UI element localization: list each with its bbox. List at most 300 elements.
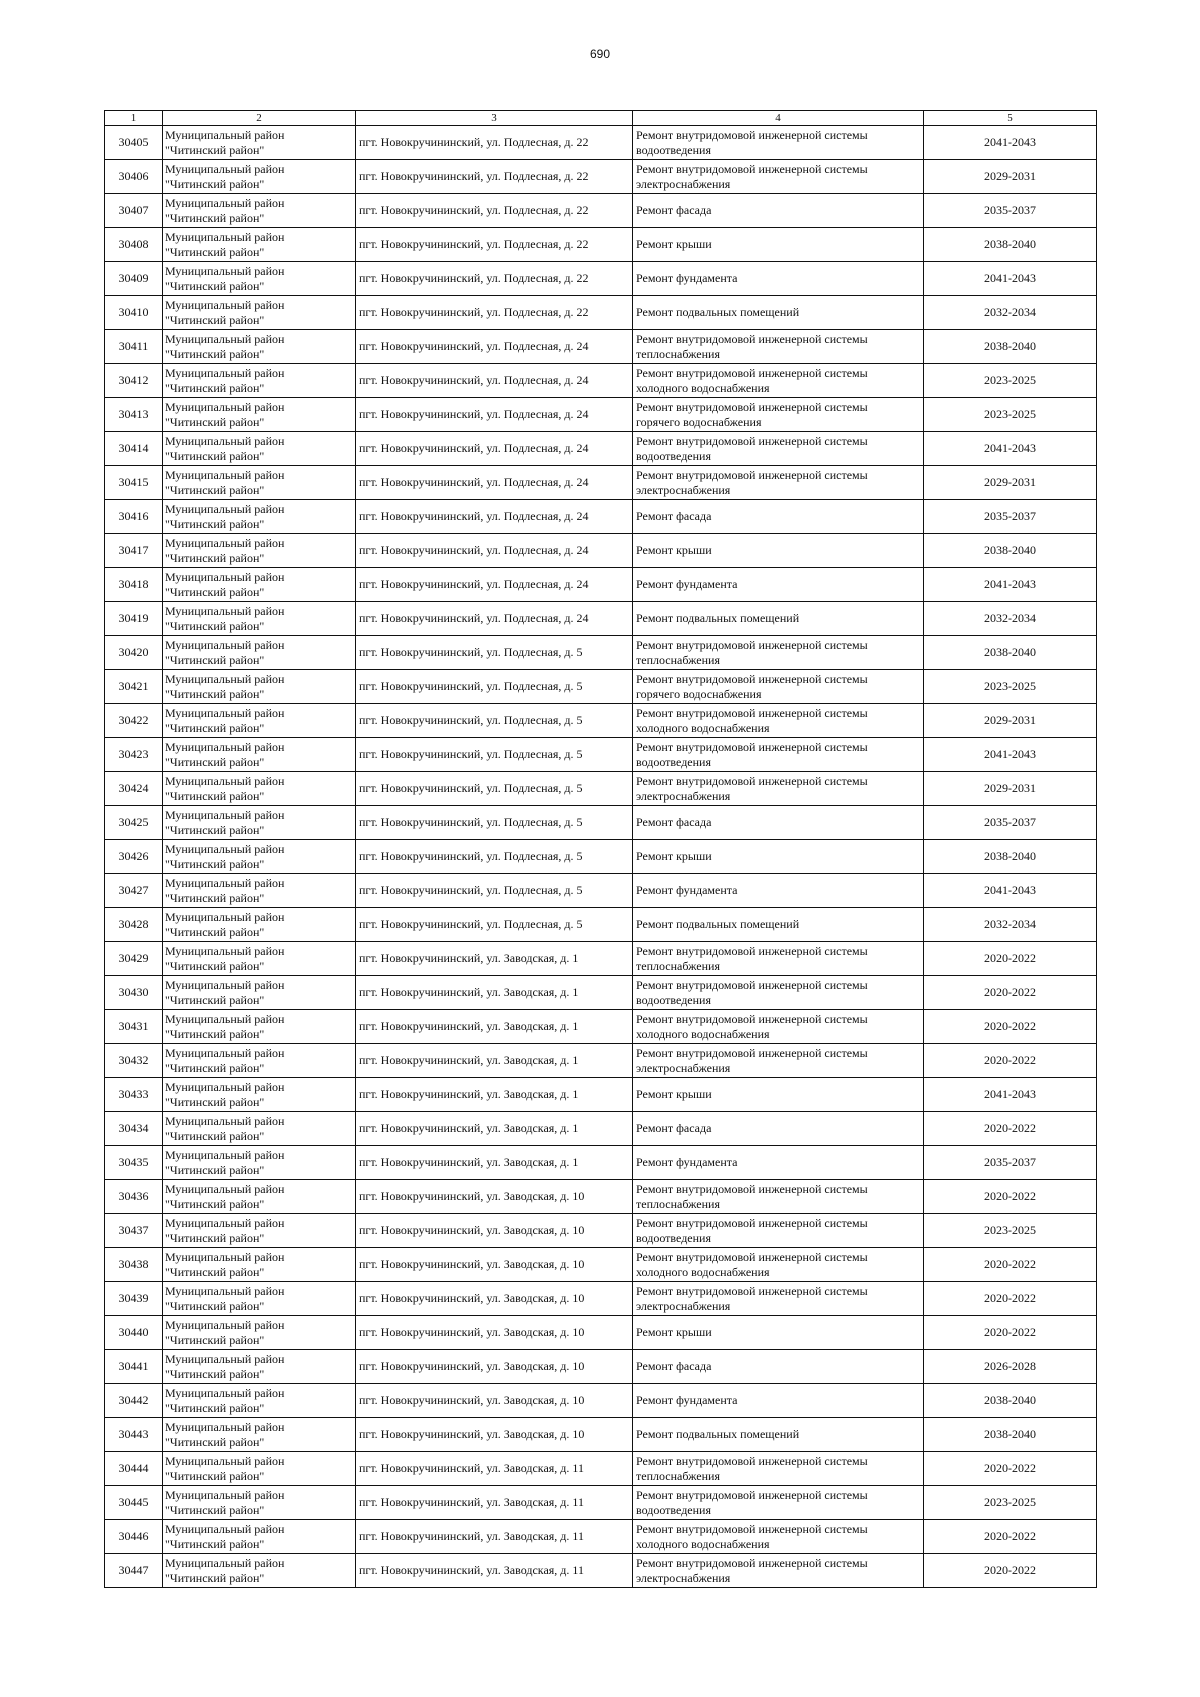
row-number-cell: 30406 <box>105 160 163 194</box>
district-line: Муниципальный район <box>165 603 285 618</box>
period-cell: 2038-2040 <box>924 1384 1097 1418</box>
work-type-line: Ремонт внутридомовой инженерной системы <box>636 161 868 176</box>
work-type-cell <box>633 1418 924 1452</box>
district-line: Муниципальный район <box>165 1147 285 1162</box>
work-type-line: Ремонт внутридомовой инженерной системы <box>636 637 868 652</box>
district-line: Муниципальный район <box>165 705 285 720</box>
row-number-cell: 30423 <box>105 738 163 772</box>
page-number: 690 <box>589 47 611 61</box>
district-line: Муниципальный район <box>165 1181 285 1196</box>
district-line: "Читинский район" <box>165 1230 265 1245</box>
work-type-cell <box>633 1146 924 1180</box>
address-cell: пгт. Новокручининский, ул. Заводская, д. 10 <box>356 1282 633 1316</box>
district-line: "Читинский район" <box>165 1502 265 1517</box>
district-line: Муниципальный район <box>165 1453 285 1468</box>
address-cell: пгт. Новокручининский, ул. Заводская, д. 11 <box>356 1554 633 1588</box>
period-cell: 2023-2025 <box>924 364 1097 398</box>
district-line: "Читинский район" <box>165 1366 265 1381</box>
address-cell: пгт. Новокручининский, ул. Заводская, д. 1 <box>356 1078 633 1112</box>
work-type-cell <box>633 704 924 738</box>
period-cell: 2029-2031 <box>924 160 1097 194</box>
address-cell: пгт. Новокручининский, ул. Заводская, д. 10 <box>356 1180 633 1214</box>
district-line: "Читинский район" <box>165 1196 265 1211</box>
district-line: Муниципальный район <box>165 1351 285 1366</box>
work-type-cell <box>633 1486 924 1520</box>
row-number-cell: 30418 <box>105 568 163 602</box>
work-type-cell <box>633 738 924 772</box>
table-row <box>105 1452 1097 1486</box>
district-line: "Читинский район" <box>165 686 265 701</box>
work-type-cell <box>633 296 924 330</box>
district-cell <box>163 126 356 160</box>
address-cell: пгт. Новокручининский, ул. Подлесная, д. 22 <box>356 126 633 160</box>
district-line: "Читинский район" <box>165 890 265 905</box>
period-cell: 2020-2022 <box>924 1316 1097 1350</box>
district-cell <box>163 1452 356 1486</box>
district-line: Муниципальный район <box>165 1385 285 1400</box>
district-line: Муниципальный район <box>165 637 285 652</box>
period-cell: 2020-2022 <box>924 1248 1097 1282</box>
work-type-cell <box>633 1520 924 1554</box>
district-cell <box>163 738 356 772</box>
row-number-cell: 30412 <box>105 364 163 398</box>
address-cell: пгт. Новокручининский, ул. Подлесная, д. 24 <box>356 466 633 500</box>
address-cell: пгт. Новокручининский, ул. Подлесная, д. 5 <box>356 738 633 772</box>
period-cell: 2038-2040 <box>924 636 1097 670</box>
district-line: "Читинский район" <box>165 380 265 395</box>
work-type-line: Ремонт подвальных помещений <box>636 917 800 931</box>
work-type-line: водоотведения <box>636 142 711 157</box>
address-cell: пгт. Новокручининский, ул. Подлесная, д. 5 <box>356 636 633 670</box>
work-type-line: Ремонт фундамента <box>636 577 738 591</box>
header-row <box>105 111 1097 126</box>
district-line: Муниципальный район <box>165 1113 285 1128</box>
work-type-line: холодного водоснабжения <box>636 1264 770 1279</box>
row-number-cell: 30424 <box>105 772 163 806</box>
table-row <box>105 1112 1097 1146</box>
district-line: "Читинский район" <box>165 176 265 191</box>
work-type-cell <box>633 160 924 194</box>
row-number-cell: 30415 <box>105 466 163 500</box>
row-number-cell: 30407 <box>105 194 163 228</box>
table-row <box>105 160 1097 194</box>
district-cell <box>163 1112 356 1146</box>
work-type-line: Ремонт внутридомовой инженерной системы <box>636 1283 868 1298</box>
work-type-cell <box>633 466 924 500</box>
work-type-line: электроснабжения <box>636 1570 731 1585</box>
work-type-line: Ремонт фундамента <box>636 1155 738 1169</box>
district-cell <box>163 1384 356 1418</box>
address-cell: пгт. Новокручининский, ул. Подлесная, д. 5 <box>356 840 633 874</box>
period-cell: 2038-2040 <box>924 330 1097 364</box>
work-type-cell <box>633 1452 924 1486</box>
work-type-line: горячего водоснабжения <box>636 414 762 429</box>
row-number-cell: 30409 <box>105 262 163 296</box>
district-line: Муниципальный район <box>165 1487 285 1502</box>
work-type-cell <box>633 1078 924 1112</box>
row-number-cell: 30411 <box>105 330 163 364</box>
district-cell <box>163 1044 356 1078</box>
table-row <box>105 874 1097 908</box>
period-cell: 2035-2037 <box>924 806 1097 840</box>
work-type-cell <box>633 1214 924 1248</box>
work-type-cell <box>633 1384 924 1418</box>
district-line: "Читинский район" <box>165 958 265 973</box>
district-line: "Читинский район" <box>165 652 265 667</box>
work-type-line: Ремонт подвальных помещений <box>636 1427 800 1441</box>
address-cell: пгт. Новокручининский, ул. Подлесная, д. 24 <box>356 534 633 568</box>
district-cell <box>163 636 356 670</box>
district-line: Муниципальный район <box>165 161 285 176</box>
work-type-line: теплоснабжения <box>636 958 720 973</box>
work-type-line: Ремонт внутридомовой инженерной системы <box>636 1487 868 1502</box>
table-row <box>105 296 1097 330</box>
work-type-line: Ремонт крыши <box>636 543 712 557</box>
work-type-line: Ремонт подвальных помещений <box>636 611 800 625</box>
district-cell <box>163 534 356 568</box>
district-cell <box>163 1282 356 1316</box>
district-line: "Читинский район" <box>165 448 265 463</box>
period-cell: 2020-2022 <box>924 1554 1097 1588</box>
row-number-cell: 30430 <box>105 976 163 1010</box>
district-cell <box>163 942 356 976</box>
district-cell <box>163 806 356 840</box>
district-cell <box>163 1554 356 1588</box>
table-row <box>105 1214 1097 1248</box>
district-cell <box>163 500 356 534</box>
period-cell: 2032-2034 <box>924 908 1097 942</box>
work-type-line: Ремонт внутридомовой инженерной системы <box>636 331 868 346</box>
work-type-line: Ремонт внутридомовой инженерной системы <box>636 739 868 754</box>
period-cell: 2035-2037 <box>924 1146 1097 1180</box>
district-cell <box>163 602 356 636</box>
district-line: "Читинский район" <box>165 1264 265 1279</box>
district-line: "Читинский район" <box>165 482 265 497</box>
table-row <box>105 942 1097 976</box>
period-cell: 2020-2022 <box>924 1112 1097 1146</box>
work-type-line: Ремонт внутридомовой инженерной системы <box>636 1181 868 1196</box>
address-cell: пгт. Новокручининский, ул. Подлесная, д. 22 <box>356 194 633 228</box>
district-line: Муниципальный район <box>165 399 285 414</box>
work-type-line: Ремонт внутридомовой инженерной системы <box>636 1249 868 1264</box>
table-row <box>105 466 1097 500</box>
row-number-cell: 30425 <box>105 806 163 840</box>
address-cell: пгт. Новокручининский, ул. Подлесная, д. 24 <box>356 364 633 398</box>
address-cell: пгт. Новокручининский, ул. Заводская, д. 1 <box>356 1112 633 1146</box>
district-line: Муниципальный район <box>165 1317 285 1332</box>
address-cell: пгт. Новокручининский, ул. Подлесная, д. 5 <box>356 806 633 840</box>
row-number-cell: 30444 <box>105 1452 163 1486</box>
work-type-line: Ремонт фасада <box>636 1121 712 1135</box>
district-line: "Читинский район" <box>165 1162 265 1177</box>
header-cell: 4 <box>633 111 924 126</box>
district-line: "Читинский район" <box>165 1332 265 1347</box>
district-cell <box>163 840 356 874</box>
header-cell: 1 <box>105 111 163 126</box>
table-row <box>105 1384 1097 1418</box>
capital-repair-table <box>104 110 1097 1588</box>
district-line: Муниципальный район <box>165 1555 285 1570</box>
district-cell <box>163 908 356 942</box>
district-cell <box>163 1520 356 1554</box>
district-line: "Читинский район" <box>165 618 265 633</box>
district-line: Муниципальный район <box>165 365 285 380</box>
period-cell: 2041-2043 <box>924 432 1097 466</box>
period-cell: 2020-2022 <box>924 1282 1097 1316</box>
address-cell: пгт. Новокручининский, ул. Подлесная, д. 22 <box>356 228 633 262</box>
district-cell <box>163 1010 356 1044</box>
row-number-cell: 30417 <box>105 534 163 568</box>
table-row <box>105 636 1097 670</box>
work-type-cell <box>633 636 924 670</box>
table-row <box>105 194 1097 228</box>
district-line: "Читинский район" <box>165 1298 265 1313</box>
work-type-line: электроснабжения <box>636 788 731 803</box>
district-line: "Читинский район" <box>165 1400 265 1415</box>
district-cell <box>163 704 356 738</box>
work-type-line: Ремонт фундамента <box>636 883 738 897</box>
table-row <box>105 1316 1097 1350</box>
work-type-cell <box>633 534 924 568</box>
work-type-cell <box>633 942 924 976</box>
work-type-line: холодного водоснабжения <box>636 380 770 395</box>
district-cell <box>163 432 356 466</box>
district-cell <box>163 1180 356 1214</box>
district-cell <box>163 772 356 806</box>
table-row <box>105 908 1097 942</box>
address-cell: пгт. Новокручининский, ул. Подлесная, д. 22 <box>356 262 633 296</box>
table-row <box>105 1554 1097 1588</box>
period-cell: 2041-2043 <box>924 568 1097 602</box>
work-type-line: Ремонт внутридомовой инженерной системы <box>636 127 868 142</box>
work-type-line: Ремонт внутридомовой инженерной системы <box>636 1453 868 1468</box>
row-number-cell: 30431 <box>105 1010 163 1044</box>
table-row <box>105 398 1097 432</box>
work-type-line: Ремонт крыши <box>636 1087 712 1101</box>
district-line: "Читинский район" <box>165 822 265 837</box>
period-cell: 2020-2022 <box>924 1520 1097 1554</box>
work-type-line: Ремонт фасада <box>636 1359 712 1373</box>
address-cell: пгт. Новокручининский, ул. Подлесная, д. 22 <box>356 296 633 330</box>
table-row <box>105 1248 1097 1282</box>
district-line: "Читинский район" <box>165 992 265 1007</box>
address-cell: пгт. Новокручининский, ул. Заводская, д. 11 <box>356 1486 633 1520</box>
period-cell: 2038-2040 <box>924 228 1097 262</box>
table-row <box>105 1078 1097 1112</box>
district-line: "Читинский район" <box>165 1536 265 1551</box>
district-line: Муниципальный район <box>165 1011 285 1026</box>
district-line: Муниципальный район <box>165 1419 285 1434</box>
work-type-line: теплоснабжения <box>636 652 720 667</box>
work-type-cell <box>633 194 924 228</box>
district-line: Муниципальный район <box>165 127 285 142</box>
table-row <box>105 1520 1097 1554</box>
work-type-line: Ремонт крыши <box>636 1325 712 1339</box>
row-number-cell: 30445 <box>105 1486 163 1520</box>
work-type-line: Ремонт фундамента <box>636 1393 738 1407</box>
period-cell: 2041-2043 <box>924 262 1097 296</box>
district-line: "Читинский район" <box>165 210 265 225</box>
district-line: "Читинский район" <box>165 142 265 157</box>
work-type-line: Ремонт внутридомовой инженерной системы <box>636 671 868 686</box>
row-number-cell: 30446 <box>105 1520 163 1554</box>
work-type-cell <box>633 500 924 534</box>
district-line: Муниципальный район <box>165 467 285 482</box>
row-number-cell: 30420 <box>105 636 163 670</box>
table-row <box>105 228 1097 262</box>
row-number-cell: 30419 <box>105 602 163 636</box>
work-type-cell <box>633 364 924 398</box>
address-cell: пгт. Новокручининский, ул. Подлесная, д. 5 <box>356 704 633 738</box>
table-row <box>105 1350 1097 1384</box>
row-number-cell: 30447 <box>105 1554 163 1588</box>
address-cell: пгт. Новокручининский, ул. Заводская, д. 10 <box>356 1418 633 1452</box>
table-row <box>105 1010 1097 1044</box>
work-type-line: Ремонт фасада <box>636 815 712 829</box>
row-number-cell: 30434 <box>105 1112 163 1146</box>
work-type-line: Ремонт внутридомовой инженерной системы <box>636 773 868 788</box>
table-row <box>105 126 1097 160</box>
district-line: "Читинский район" <box>165 346 265 361</box>
table-row <box>105 806 1097 840</box>
work-type-cell <box>633 1282 924 1316</box>
district-cell <box>163 1146 356 1180</box>
district-line: Муниципальный район <box>165 671 285 686</box>
work-type-line: Ремонт крыши <box>636 237 712 251</box>
period-cell: 2041-2043 <box>924 126 1097 160</box>
work-type-line: Ремонт фасада <box>636 509 712 523</box>
work-type-line: водоотведения <box>636 992 711 1007</box>
period-cell: 2038-2040 <box>924 840 1097 874</box>
row-number-cell: 30408 <box>105 228 163 262</box>
address-cell: пгт. Новокручининский, ул. Подлесная, д. 5 <box>356 908 633 942</box>
district-cell <box>163 976 356 1010</box>
row-number-cell: 30433 <box>105 1078 163 1112</box>
address-cell: пгт. Новокручининский, ул. Подлесная, д. 24 <box>356 602 633 636</box>
district-line: "Читинский район" <box>165 720 265 735</box>
work-type-line: холодного водоснабжения <box>636 1026 770 1041</box>
row-number-cell: 30422 <box>105 704 163 738</box>
address-cell: пгт. Новокручининский, ул. Подлесная, д. 24 <box>356 568 633 602</box>
work-type-line: электроснабжения <box>636 176 731 191</box>
period-cell: 2020-2022 <box>924 1452 1097 1486</box>
district-cell <box>163 296 356 330</box>
district-line: Муниципальный район <box>165 535 285 550</box>
work-type-line: Ремонт фасада <box>636 203 712 217</box>
work-type-cell <box>633 908 924 942</box>
district-line: Муниципальный район <box>165 569 285 584</box>
district-line: "Читинский район" <box>165 516 265 531</box>
work-type-cell <box>633 874 924 908</box>
row-number-cell: 30429 <box>105 942 163 976</box>
work-type-line: электроснабжения <box>636 1298 731 1313</box>
work-type-cell <box>633 568 924 602</box>
period-cell: 2023-2025 <box>924 1214 1097 1248</box>
period-cell: 2029-2031 <box>924 704 1097 738</box>
table-row <box>105 534 1097 568</box>
work-type-line: Ремонт внутридомовой инженерной системы <box>636 467 868 482</box>
table-row <box>105 738 1097 772</box>
district-line: Муниципальный район <box>165 875 285 890</box>
row-number-cell: 30416 <box>105 500 163 534</box>
row-number-cell: 30426 <box>105 840 163 874</box>
address-cell: пгт. Новокручининский, ул. Заводская, д. 10 <box>356 1316 633 1350</box>
work-type-cell <box>633 840 924 874</box>
header-cell: 5 <box>924 111 1097 126</box>
work-type-cell <box>633 976 924 1010</box>
district-line: "Читинский район" <box>165 1094 265 1109</box>
table-row <box>105 1044 1097 1078</box>
district-cell <box>163 160 356 194</box>
table-row <box>105 976 1097 1010</box>
address-cell: пгт. Новокручининский, ул. Подлесная, д. 24 <box>356 432 633 466</box>
row-number-cell: 30440 <box>105 1316 163 1350</box>
period-cell: 2032-2034 <box>924 602 1097 636</box>
district-cell <box>163 364 356 398</box>
district-line: "Читинский район" <box>165 1026 265 1041</box>
work-type-line: электроснабжения <box>636 1060 731 1075</box>
period-cell: 2038-2040 <box>924 534 1097 568</box>
work-type-line: Ремонт внутридомовой инженерной системы <box>636 1521 868 1536</box>
work-type-line: Ремонт внутридомовой инженерной системы <box>636 1011 868 1026</box>
table-body <box>105 126 1097 1588</box>
address-cell: пгт. Новокручининский, ул. Заводская, д. 10 <box>356 1384 633 1418</box>
table-row <box>105 840 1097 874</box>
district-line: Муниципальный район <box>165 195 285 210</box>
district-line: Муниципальный район <box>165 433 285 448</box>
district-line: "Читинский район" <box>165 754 265 769</box>
table-row <box>105 364 1097 398</box>
address-cell: пгт. Новокручининский, ул. Подлесная, д. 24 <box>356 398 633 432</box>
work-type-line: Ремонт внутридомовой инженерной системы <box>636 365 868 380</box>
district-line: Муниципальный район <box>165 909 285 924</box>
work-type-line: Ремонт внутридомовой инженерной системы <box>636 1215 868 1230</box>
work-type-cell <box>633 1180 924 1214</box>
period-cell: 2032-2034 <box>924 296 1097 330</box>
row-number-cell: 30428 <box>105 908 163 942</box>
table-row <box>105 1282 1097 1316</box>
address-cell: пгт. Новокручининский, ул. Заводская, д. 1 <box>356 942 633 976</box>
work-type-cell <box>633 670 924 704</box>
period-cell: 2026-2028 <box>924 1350 1097 1384</box>
table-row <box>105 1486 1097 1520</box>
work-type-cell <box>633 1248 924 1282</box>
district-cell <box>163 330 356 364</box>
work-type-cell <box>633 330 924 364</box>
table-row <box>105 330 1097 364</box>
district-line: "Читинский район" <box>165 414 265 429</box>
work-type-cell <box>633 126 924 160</box>
district-line: Муниципальный район <box>165 807 285 822</box>
period-cell: 2020-2022 <box>924 1010 1097 1044</box>
work-type-cell <box>633 1554 924 1588</box>
address-cell: пгт. Новокручининский, ул. Заводская, д. 10 <box>356 1248 633 1282</box>
table-row <box>105 432 1097 466</box>
work-type-line: Ремонт внутридомовой инженерной системы <box>636 943 868 958</box>
address-cell: пгт. Новокручининский, ул. Подлесная, д. 22 <box>356 160 633 194</box>
address-cell: пгт. Новокручининский, ул. Заводская, д. 11 <box>356 1452 633 1486</box>
table-row <box>105 568 1097 602</box>
row-number-cell: 30441 <box>105 1350 163 1384</box>
row-number-cell: 30427 <box>105 874 163 908</box>
district-cell <box>163 1214 356 1248</box>
period-cell: 2020-2022 <box>924 942 1097 976</box>
district-cell <box>163 1350 356 1384</box>
row-number-cell: 30439 <box>105 1282 163 1316</box>
district-cell <box>163 466 356 500</box>
district-line: Муниципальный район <box>165 773 285 788</box>
table-row <box>105 1418 1097 1452</box>
